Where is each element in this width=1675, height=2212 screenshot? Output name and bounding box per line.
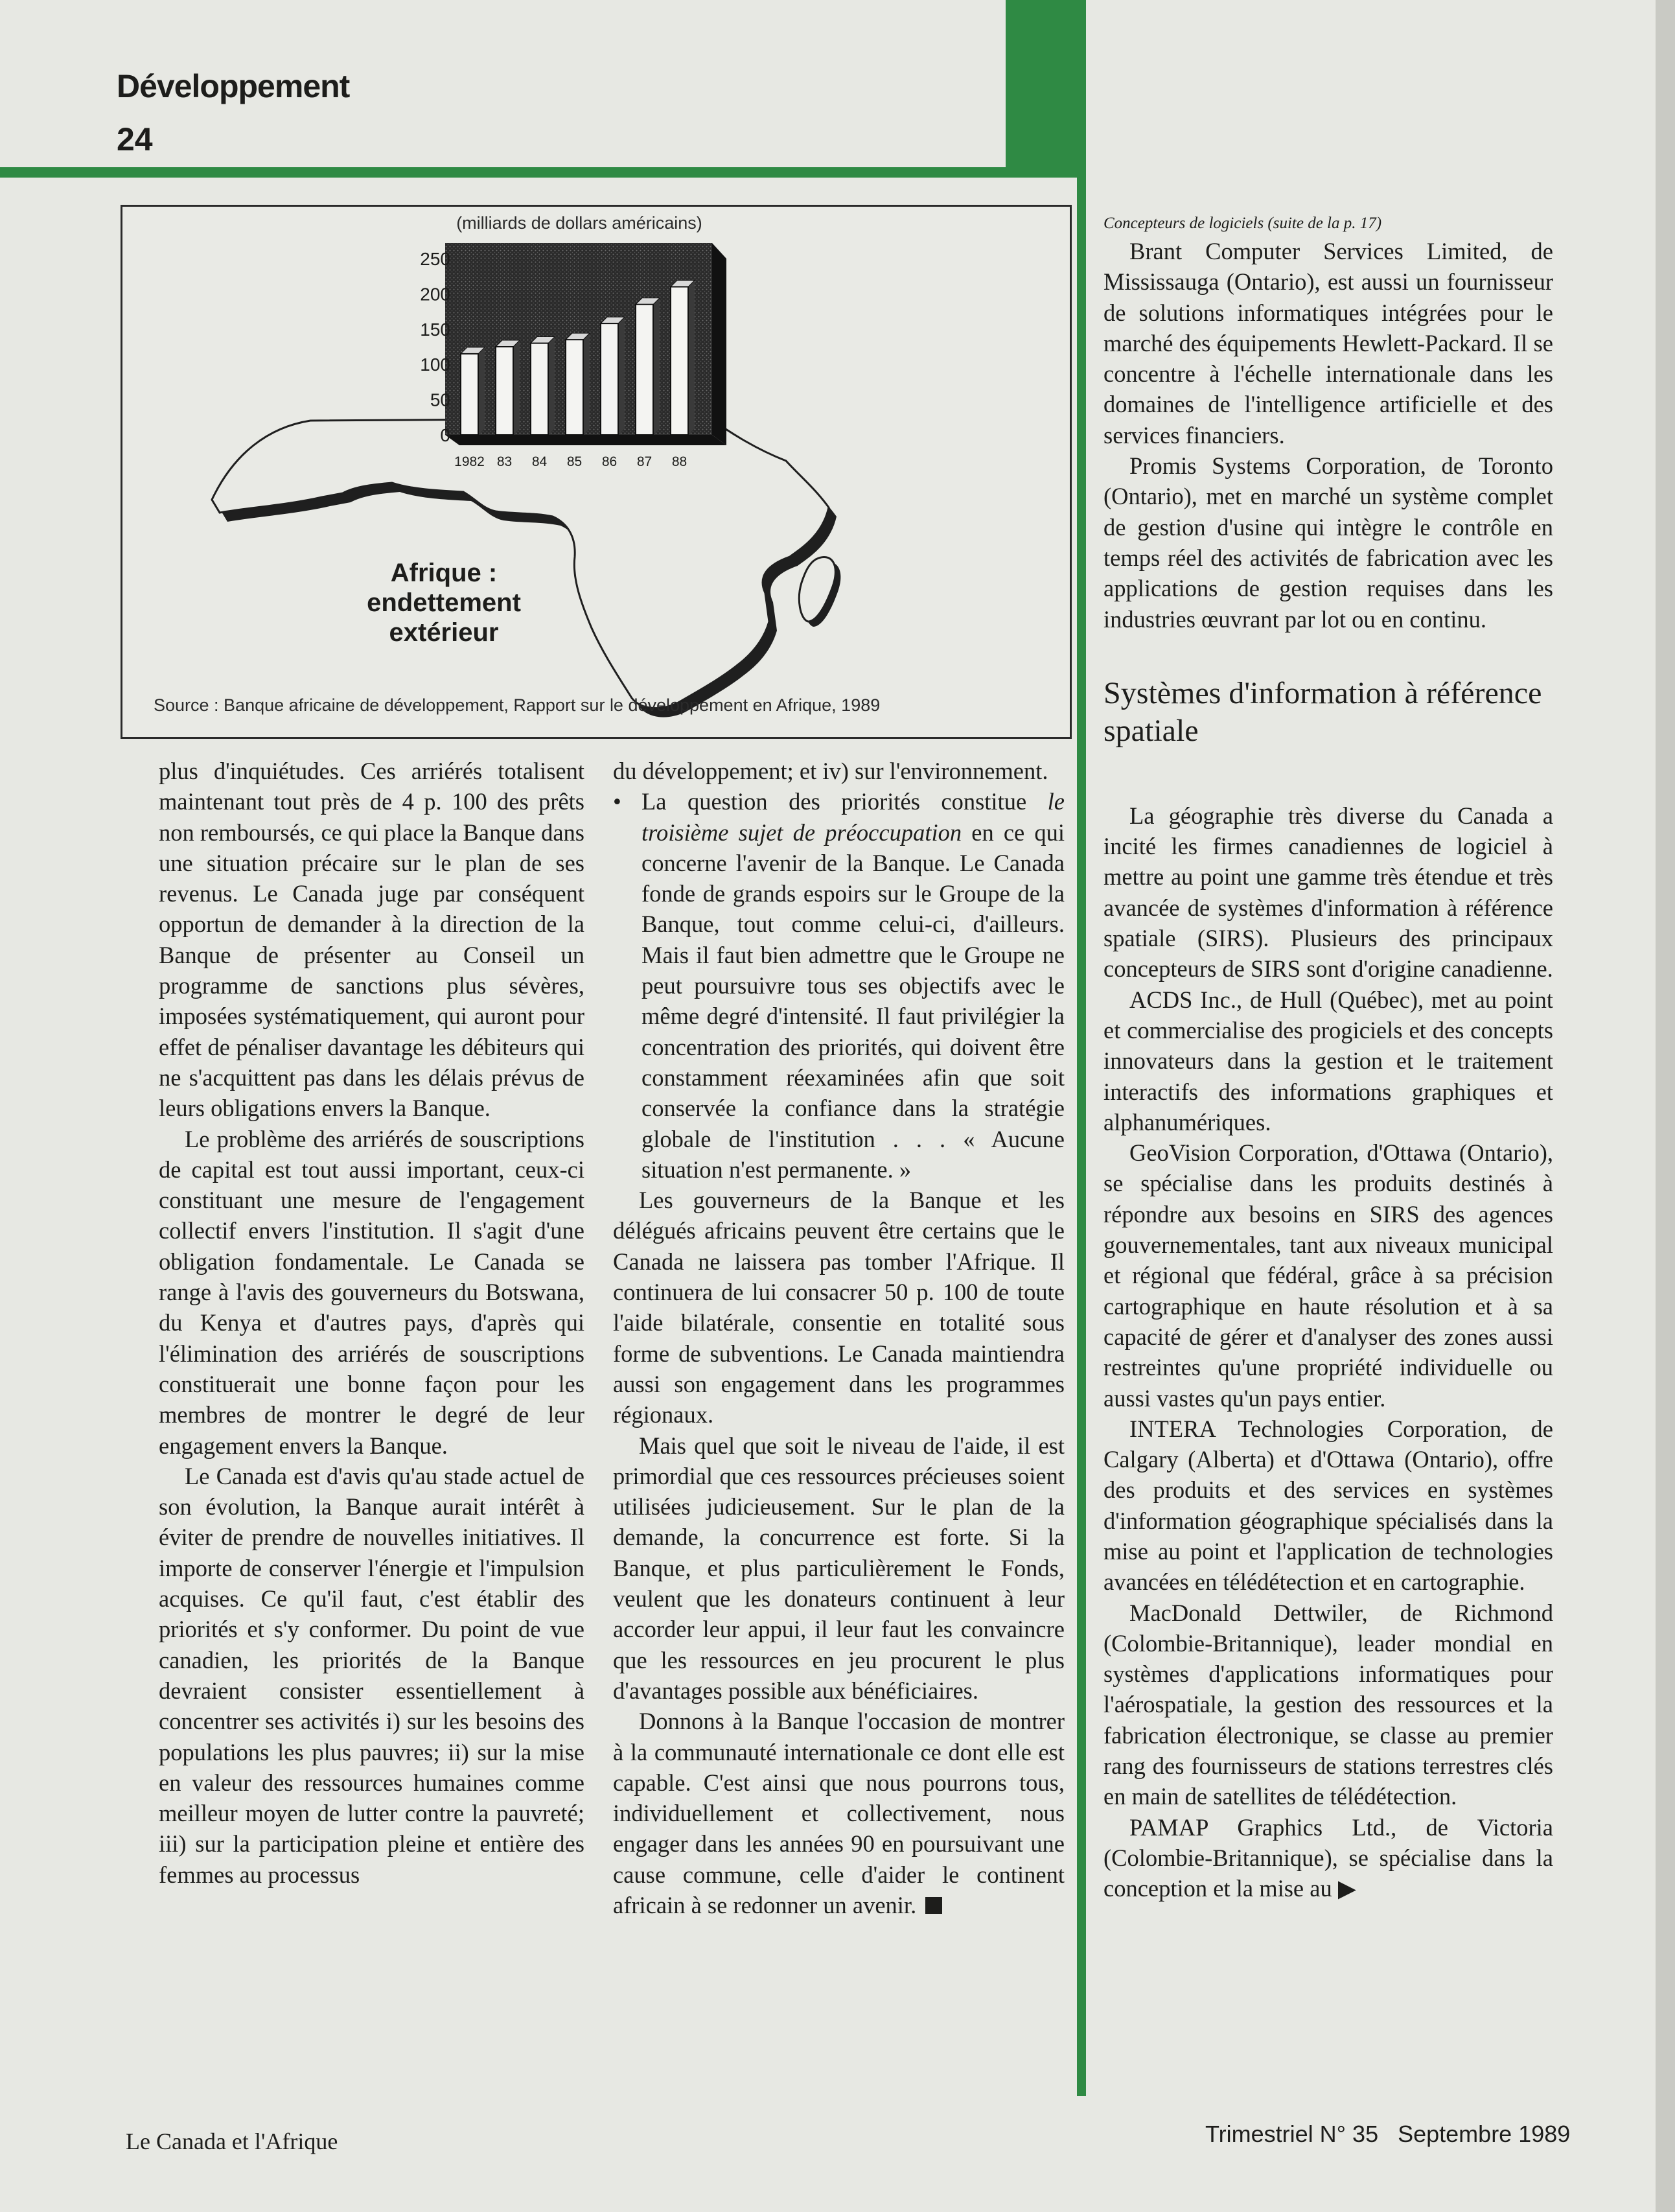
footer-issue: Trimestriel N° 35 Septembre 1989 [1205, 2121, 1571, 2147]
y-tick-label: 50 [430, 390, 450, 410]
page-edge-shadow [1656, 0, 1675, 2212]
right-para-5: GeoVision Corporation, d'Ottawa (Ontario), se spécialise dans les produits destinés à répondre aux besoins en SIRS des agences gouvernementales, tant aux niveaux municipal et régional que fédéral, grâce à sa précision cartographique en haute résolution et à sa capacité de gérer et d'analyser des zones aussi restreintes qu'une propriété individuelle ou aussi vastes qu'un pays entier. [1103, 1139, 1553, 1412]
bar-side [688, 281, 695, 435]
left-para-1: plus d'inquiétudes. Ces arriérés totalisent maintenant tout près de 4 p. 100 des prêts non remboursés, ce qui place la Banque dans une situation précaire sur le plan de ses revenus. Le Canada juge par conséquent opportun de demander à la direction de la Banque de présenter au Conseil un programme de sanctions plus sévères, imposées systématiquement, qui auront pour effet de pénaliser davantage les débiteurs qui ne s'acquittent pas dans les délais prévus de leurs obligations envers la Banque. [159, 758, 584, 1122]
chart-side-wall [712, 243, 726, 445]
chart-source: Source : Banque africaine de développement, Rapport sur le développement en Afrique, 1989 [154, 695, 881, 715]
chart-svg [122, 207, 1070, 737]
y-tick-label: 100 [420, 355, 450, 375]
mid-para-0: du développement; et iv) sur l'environnement. [613, 758, 1048, 784]
right-para-3: La géographie très diverse du Canada a incité les firmes canadiennes de logiciel à mettre au point une gamme très étendue et très avancée de systèmes d'information à référence spatiale (SIRS). Plusieurs des principaux concepteurs de SIRS sont d'origine canadienne. [1103, 802, 1553, 983]
bullet-text-start: La question des priorités constitue [641, 788, 1048, 815]
x-tick-label: 86 [601, 454, 618, 469]
bar-side [653, 298, 660, 435]
chart-title-line-1: Afrique : [390, 559, 498, 587]
x-tick-label: 87 [636, 454, 653, 469]
chart-floor [445, 435, 726, 445]
mid-para-2: Mais quel que soit le niveau de l'aide, il est primordial que ces ressources précieuses soient utilisées judicieusement. Sur le plan de la demande, la concurrence est forte. Si la Banque, et plus particulièrement le Fonds, veulent que les donateurs continuent à leur accorder leur appui, il leur faut les convaincre que les ressources en jeu procurent le plus d'avantages possible aux bénéficiaires. [613, 1432, 1065, 1704]
y-tick-label: 200 [420, 284, 450, 305]
mid-para-3-text: Donnons à la Banque l'occasion de montrer à la communauté internationale ce dont elle est capable. C'est ainsi que nous pourrons tous, individuellement et collectivement, nous engager dans les années 90 en poursuivant une cause commune, celle d'aider le continent africain à se redonner un avenir. [613, 1708, 1065, 1918]
right-para-8: PAMAP Graphics Ltd., de Victoria (Colombie-Britannique), se spécialise dans la conception et la mise au ▶ [1103, 1813, 1553, 1902]
chart-unit-label: (milliards de dollars américains) [456, 213, 702, 233]
column-middle [613, 756, 1065, 1920]
chart-figure [121, 205, 1072, 739]
chart-title-line-3: extérieur [389, 618, 499, 647]
mid-para-3 [613, 1706, 1065, 1920]
column-left [159, 756, 584, 1890]
bullet-text-end: en ce qui concerne l'avenir de la Banque. Le Canada fonde de grands espoirs sur le Groupe de la Banque, tout comme celui-ci, d'ailleurs. Mais il faut bien admettre que le Groupe ne peut poursuivre tous ses objectifs avec le même degré d'intensité. Il faut privilégier la concentration des priorités, qui doivent être constamment réexaminées afin que soit conservée la confiance dans la stratégie globale de l'institution . . . « Aucune situation n'est permanente. » [641, 819, 1065, 1183]
bar-side [618, 317, 625, 435]
green-header-rule [0, 167, 1086, 178]
right-para-1: Brant Computer Services Limited, de Mississauga (Ontario), est aussi un fournisseur de solutions informatiques intégrées pour le marché des équipements Hewlett-Packard. Il se concentre à l'échelle internationale dans les domaines de l'intelligence artificielle et des services financiers. [1103, 238, 1553, 448]
bar [671, 287, 688, 435]
left-para-3: Le Canada est d'avis qu'au stade actuel de son évolution, la Banque aurait intérêt à éviter de prendre de nouvelles initiatives. Il importe de conserver l'énergie et l'impulsion acquises. Ce qu'il faut, c'est établir des priorités et s'y conformer. Du point de vue canadien, les priorités de la Banque devraient consister essentiellement à concentrer ses activités i) sur les besoins des populations les plus pauvres; ii) sur la mise en valeur des ressources humaines comme meilleur moyen de lutter contre la pauvreté; iii) sur la participation pleine et entière des femmes au processus [159, 1462, 584, 1888]
x-tick-label: 84 [531, 454, 548, 469]
right-para-2: Promis Systems Corporation, de Toronto (Ontario), met en marché un système complet de gestion d'usine qui intègre le contrôle en temps réel des activités de fabrication avec les applications de gestion requises dans les industries œuvrant par lot ou en continu. [1103, 452, 1553, 633]
x-tick-label: 88 [671, 454, 687, 469]
bar [636, 305, 653, 435]
column-right [1103, 213, 1553, 1904]
section-title: Développement [117, 68, 350, 104]
continued-caption: Concepteurs de logiciels (suite de la p. 17) [1103, 215, 1382, 232]
bar-side [478, 347, 485, 435]
y-tick-label: 250 [420, 249, 450, 269]
x-tick-label: 83 [496, 454, 513, 469]
page-number: 24 [117, 121, 153, 157]
bar-side [583, 333, 590, 435]
right-para-6: INTERA Technologies Corporation, de Calgary (Alberta) et d'Ottawa (Ontario), offre des produits et des services en systèmes d'information géographique spécialisés dans la mise au point et l'application de technologies avancées en télédétection et en cartographie. [1103, 1415, 1553, 1596]
green-header-block [1006, 0, 1086, 178]
end-of-article-square-icon [925, 1897, 942, 1914]
madagascar [799, 557, 835, 622]
left-para-2: Le problème des arriérés de souscriptions de capital est tout aussi important, ceux-ci constituant une mesure de l'engagement collectif envers l'institution. Il s'agit d'une obligation fondamentale. Le Canada se range à l'avis des gouverneurs du Botswana, du Kenya et d'autres pays, d'après qui l'élimination des arriérés de souscriptions constituerait une bonne façon pour les membres de montrer le degré de leur engagement envers la Banque. [159, 1125, 584, 1459]
x-tick-label: 1982 [454, 454, 485, 469]
x-tick-label: 85 [566, 454, 583, 469]
bar [496, 347, 513, 435]
green-column-divider [1077, 178, 1086, 2096]
y-tick-label: 0 [440, 425, 450, 445]
y-tick-label: 150 [420, 319, 450, 340]
africa-map [212, 418, 829, 708]
bar [531, 343, 548, 435]
bar [601, 323, 618, 435]
bar [566, 340, 583, 435]
footer-publication: Le Canada et l'Afrique [126, 2128, 338, 2154]
bullet-item [613, 786, 1065, 1185]
bar-side [548, 337, 555, 435]
section-heading: Systèmes d'information à référence spatiale [1103, 675, 1542, 748]
mid-para-1: Les gouverneurs de la Banque et les délégués africains peuvent être certains que le Canada ne laissera pas tomber l'Afrique. Il continuera de lui consacrer 50 p. 100 de toute l'aide bilatérale, consentie en totalité sous forme de subventions. Le Canada maintiendra aussi son engagement dans les programmes régionaux. [613, 1187, 1065, 1428]
right-para-4: ACDS Inc., de Hull (Québec), met au point et commercialise des progiciels et des concepts innovateurs dans la gestion et le traitement interactifs des informations graphiques et alphanumériques. [1103, 986, 1553, 1135]
bullet-marker: • [613, 788, 621, 815]
bullet-text-emphasis: le troisième sujet de préoccupation [641, 788, 1065, 846]
chart-title-line-2: endettement [367, 588, 521, 617]
right-para-7: MacDonald Dettwiler, de Richmond (Colombie-Britannique), leader mondial en systèmes d'applications informatiques pour l'aérospatiale, la gestion des ressources et la fabrication électronique, se classe au premier rang des fournisseurs de stations terrestres clés en main de satellites de télédétection. [1103, 1599, 1553, 1810]
bar-side [513, 340, 520, 435]
bar [461, 354, 478, 435]
